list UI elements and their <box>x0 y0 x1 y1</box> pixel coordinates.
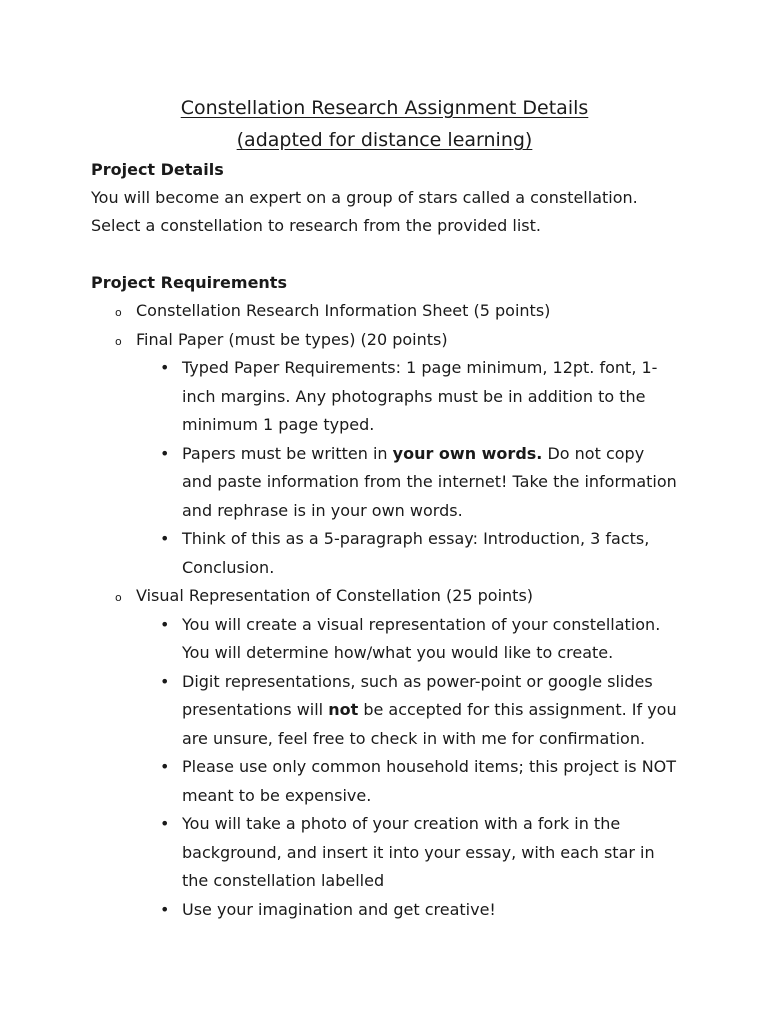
requirements-list <box>91 297 678 924</box>
requirement-label: Final Paper (must be types) (20 points) <box>136 329 448 349</box>
list-item-text-before: Papers must be written in <box>182 443 393 463</box>
project-requirements-heading: Project Requirements <box>91 273 287 292</box>
bullet-marker: • <box>160 358 170 377</box>
requirement-item-final-paper <box>91 326 678 583</box>
list-item <box>136 753 678 810</box>
list-item-text: You will create a visual representation of your constellation. You will determine how/what you would like to create. <box>182 614 661 662</box>
list-item-text-after: be accepted for this assignment. If you are unsure, feel free to check in with me for confirmation. <box>182 700 677 748</box>
list-marker: o <box>115 334 122 348</box>
list-item-text: Use your imagination and get creative! <box>182 899 496 919</box>
title-line-1: Constellation Research Assignment Details <box>180 97 589 119</box>
project-details-line-2: Select a constellation to research from the provided list. <box>91 216 541 235</box>
project-details-heading: Project Details <box>91 160 224 179</box>
project-details-line-1: You will become an expert on a group of stars called a constellation. <box>91 188 638 207</box>
list-item <box>136 440 678 526</box>
requirement-label: Visual Representation of Constellation (25 points) <box>136 586 534 605</box>
list-item-text-after: Do not copy and paste information from the internet! Take the information and rephrase is in your own words. <box>182 443 677 520</box>
bullet-marker: • <box>160 899 170 919</box>
list-item <box>136 525 678 582</box>
requirement-item-info-sheet <box>91 297 678 326</box>
list-item-text: You will take a photo of your creation with a fork in the background, and insert it into your essay, with each star in the constellation labelled <box>182 814 655 890</box>
list-marker: o <box>115 591 122 604</box>
list-item <box>136 810 678 896</box>
list-item-text: Think of this as a 5-paragraph essay: Introduction, 3 facts, Conclusion. <box>182 529 650 577</box>
bullet-marker: • <box>160 757 170 776</box>
bullet-marker: • <box>160 814 170 833</box>
emphasis-text: your own words. <box>392 443 543 463</box>
list-item <box>136 611 678 668</box>
list-item <box>136 896 678 925</box>
requirement-item-visual-representation <box>91 582 678 924</box>
bullet-marker: • <box>160 443 170 463</box>
emphasis-text: not <box>328 700 359 719</box>
requirement-label: Constellation Research Information Sheet (5 points) <box>136 301 551 320</box>
spacer <box>91 240 678 269</box>
list-item-text: Typed Paper Requirements: 1 page minimum, 12pt. font, 1-inch margins. Any photographs must be in addition to the minimum 1 page typed. <box>182 358 658 434</box>
list-item-text-before: Digit representations, such as power-point or google slides presentations will <box>182 671 653 719</box>
list-marker: o <box>115 306 122 319</box>
document-title <box>91 92 678 156</box>
bullet-marker: • <box>160 614 170 634</box>
list-item-text: Please use only common household items; this project is NOT meant to be expensive. <box>182 757 677 805</box>
list-item <box>136 354 678 440</box>
bullet-marker: • <box>160 529 170 548</box>
list-item <box>136 668 678 754</box>
visual-representation-sublist <box>136 611 678 925</box>
bullet-marker: • <box>160 671 170 691</box>
title-line-2: (adapted for distance learning) <box>236 129 533 151</box>
final-paper-sublist <box>136 354 678 582</box>
